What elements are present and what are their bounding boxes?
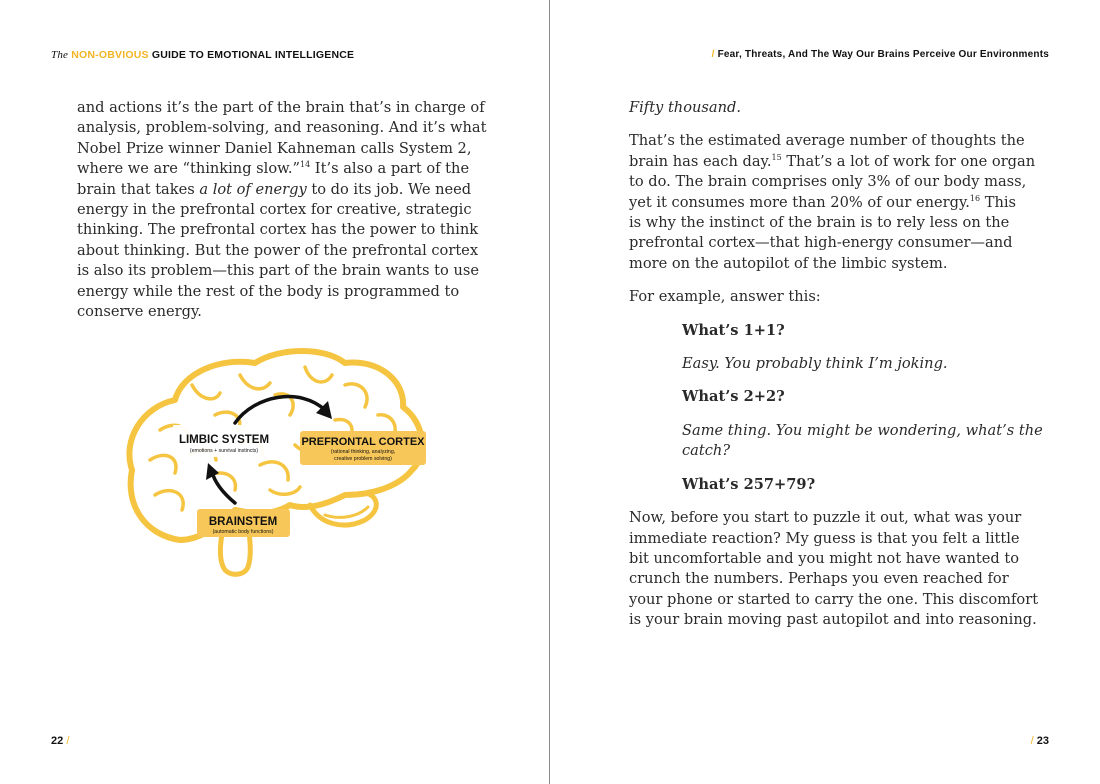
arrow-limbic-to-prefrontal (235, 397, 325, 423)
question-3: What’s 257+79? (682, 475, 816, 493)
right-running-head (712, 49, 1049, 60)
limbic-title: LIMBIC SYSTEM (178, 434, 270, 446)
text-line: Same thing. You might be wondering, what’s the (682, 421, 1043, 439)
running-head-slash: / (711, 49, 715, 60)
text-line: brain that takes a lot of energy to do its job. We need (77, 180, 472, 198)
running-head-accent: NON-OBVIOUS (71, 49, 149, 61)
left-body-paragraph (77, 98, 487, 322)
question-1: What’s 1+1? (682, 321, 785, 339)
text-line: energy while the rest of the body is programmed to (77, 282, 460, 300)
text-line: immediate reaction? My guess is that you felt a little (629, 529, 1020, 547)
page-gutter (549, 0, 550, 784)
text-line: energy in the prefrontal cortex for creative, strategic (77, 201, 472, 219)
brainstem-subtitle: (automatic body functions) (212, 529, 274, 535)
text-line: is also its problem—this part of the brain wants to use (77, 262, 479, 280)
limbic-subtitle: (emotions + survival instincts) (189, 448, 259, 454)
question-2: What’s 2+2? (682, 388, 785, 406)
folio-slash: / (66, 735, 70, 747)
text-line: where we are “thinking slow.”$^{14}$ It’s also a part of the (77, 160, 470, 178)
text-line: your phone or started to carry the one. This discomfort (629, 590, 1039, 608)
footnote-ref-16[interactable]: 16 (969, 193, 981, 203)
brain-diagram (120, 345, 440, 580)
text-line: brain has each day.$^{15}$ That’s a lot of work for one organ (629, 152, 1036, 170)
left-running-head (51, 49, 354, 61)
prefrontal-subtitle-1: (rational thinking, analyzing, (330, 449, 396, 455)
text-line: to do. The brain comprises only 3% of our body mass, (629, 173, 1027, 191)
running-head-title: GUIDE TO EMOTIONAL INTELLIGENCE (151, 49, 355, 61)
footnote-ref-15[interactable]: 15 (771, 152, 782, 162)
text-line: conserve energy. (77, 303, 202, 321)
text-line: about thinking. But the power of the prefrontal cortex (77, 241, 479, 259)
prefrontal-subtitle-2: creative problem solving) (334, 456, 392, 462)
right-page (551, 0, 1100, 784)
chapter-title: Fear, Threats, And The Way Our Brains Perceive Our Environments (717, 49, 1049, 60)
paragraph-reaction (629, 508, 1039, 630)
page-number-22: 22 (51, 735, 64, 747)
label-brainstem (197, 509, 290, 537)
page-number-23: 23 (1036, 735, 1049, 747)
text-line: and actions it’s the part of the brain that’s in charge of (77, 99, 485, 116)
text-line: yet it consumes more than 20% of our energy.$^{16}$ This (629, 193, 1017, 211)
text-line: is why the instinct of the brain is to rely less on the (629, 214, 1010, 232)
text-line: Now, before you start to puzzle it out, what was your (629, 509, 1022, 527)
text-line: crunch the numbers. Perhaps you even reached for (629, 570, 1009, 588)
text-line: bit uncomfortable and you might not have wanted to (629, 549, 1020, 567)
text-line: more on the autopilot of the limbic system. (629, 254, 948, 272)
for-example: For example, answer this: (629, 288, 821, 306)
prefrontal-title: PREFRONTAL CORTEX (301, 436, 425, 448)
footnote-ref-14[interactable]: 14 (299, 160, 311, 170)
fifty-thousand: Fifty thousand. (629, 99, 741, 116)
text-line: catch? (682, 442, 731, 460)
text-line: analysis, problem-solving, and reasoning. And it’s what (77, 119, 487, 137)
right-page-number (1031, 735, 1049, 747)
paragraph-thoughts (629, 131, 1036, 274)
running-head-the: The (51, 49, 69, 61)
emphasis: a lot of energy (199, 180, 307, 198)
left-page (0, 0, 549, 784)
text-line: thinking. The prefrontal cortex has the power to think (77, 221, 479, 239)
text-line: Nobel Prize winner Daniel Kahneman calls System 2, (77, 139, 472, 157)
answer-2 (682, 421, 1043, 462)
label-limbic-system (173, 425, 275, 457)
text-line: prefrontal cortex—that high-energy consumer—and (629, 234, 1013, 252)
left-page-number (51, 735, 69, 747)
right-body-text (629, 98, 1043, 644)
label-prefrontal-cortex (300, 431, 426, 465)
answer-1: Easy. You probably think I’m joking. (682, 355, 948, 373)
text-line: is your brain moving past autopilot and into reasoning. (629, 611, 1037, 629)
folio-slash: / (1030, 735, 1034, 747)
brainstem-title: BRAINSTEM (208, 516, 278, 528)
text-line: That’s the estimated average number of thoughts the (629, 132, 1025, 150)
